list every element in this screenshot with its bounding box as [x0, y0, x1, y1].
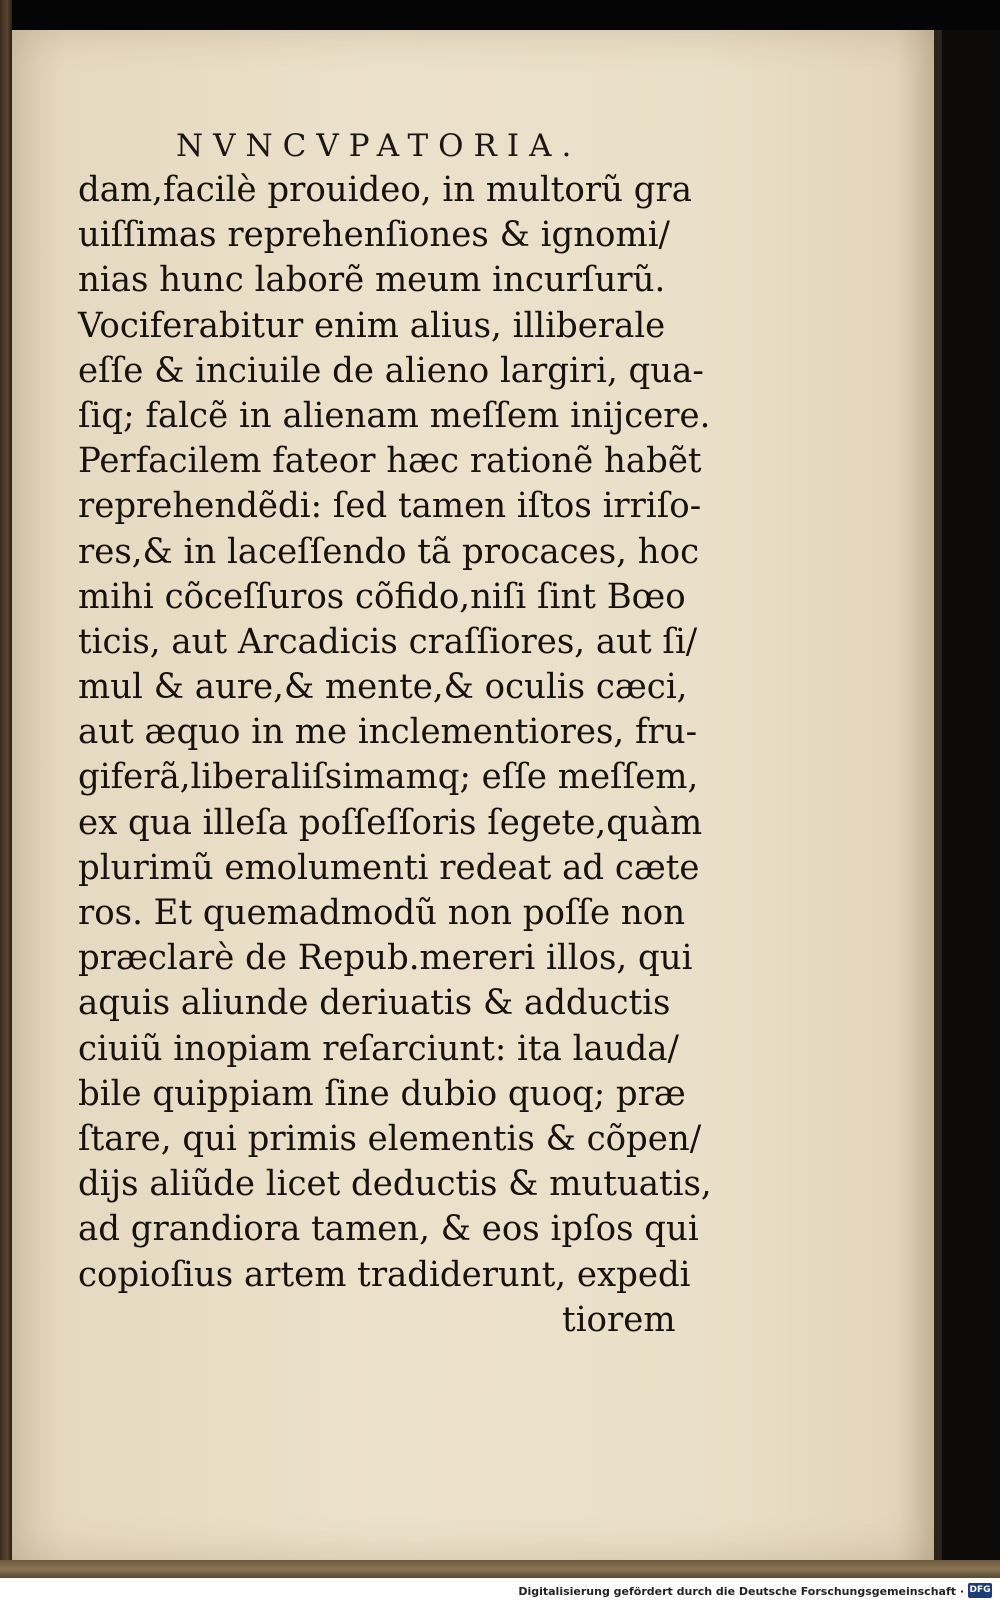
page-body-text [78, 168, 738, 1343]
text-line: dam,facilè prouideo, in multorũ gra [78, 170, 692, 210]
text-line: ex qua illeſa poſſeſſoris ſegete,quàm [78, 802, 703, 843]
digitization-credit: Digitalisierung gefördert durch die Deutsche Forschungsgemeinschaft · [518, 1585, 964, 1598]
text-line: mul & aure,& mente,& oculis cæci, [78, 667, 688, 708]
text-line: nias hunc laborẽ meum incurſurũ. [78, 260, 666, 301]
text-line: giferã,liberaliſsimamq; eſſe meſſem, [78, 757, 699, 798]
book-spine [0, 0, 12, 1560]
book-bottom-edge [0, 1560, 1000, 1578]
dfg-logo: DFG [968, 1583, 992, 1598]
text-line: uiſſimas reprehenſiones & ignomi/ [78, 215, 670, 256]
text-line: aut æquo in me inclementiores, fru- [78, 712, 698, 753]
text-line: ciuiũ inopiam reſarciunt: ita lauda/ [78, 1028, 679, 1069]
text-line: præclarè de Repub.mereri illos, qui [78, 938, 693, 979]
text-line: copioſius artem tradiderunt, expedi [78, 1254, 691, 1295]
scan-background-top [0, 0, 1000, 30]
text-line: res,& in laceſſendo tã procaces, hoc [78, 531, 700, 572]
page-edge [934, 30, 942, 1560]
text-line: bile quippiam ſine dubio quoq; præ [78, 1073, 686, 1114]
text-line: Vociferabitur enim alius, illiberale [78, 305, 666, 346]
text-line: Perfacilem fateor hæc rationẽ habẽt [78, 441, 702, 482]
text-line: ſiq; falcẽ in alienam meſſem inijcere. [78, 395, 711, 436]
text-line: reprehendẽdi: ſed tamen iſtos irriſo- [78, 486, 702, 527]
text-line: ſtare, qui primis elementis & cõpen/ [78, 1118, 702, 1159]
text-line: ticis, aut Arcadicis craſſiores, aut ſi/ [78, 621, 698, 662]
text-line: aquis aliunde deriuatis & adductis [78, 983, 671, 1024]
catchword: tiorem [562, 1299, 676, 1340]
text-line: plurimũ emolumenti redeat ad cæte [78, 847, 700, 888]
running-head: NVNCVPATORIA. [176, 128, 582, 164]
text-line: dijs aliũde licet deductis & mutuatis, [78, 1164, 712, 1205]
text-line: mihi cõceſſuros cõfido,niſi ſint Bœo [78, 576, 686, 617]
text-line: eſſe & inciuile de alieno largiri, qua- [78, 350, 704, 391]
text-line: ad grandiora tamen, & eos ipſos qui [78, 1209, 699, 1250]
text-line: ros. Et quemadmodũ non poſſe non [78, 893, 686, 933]
